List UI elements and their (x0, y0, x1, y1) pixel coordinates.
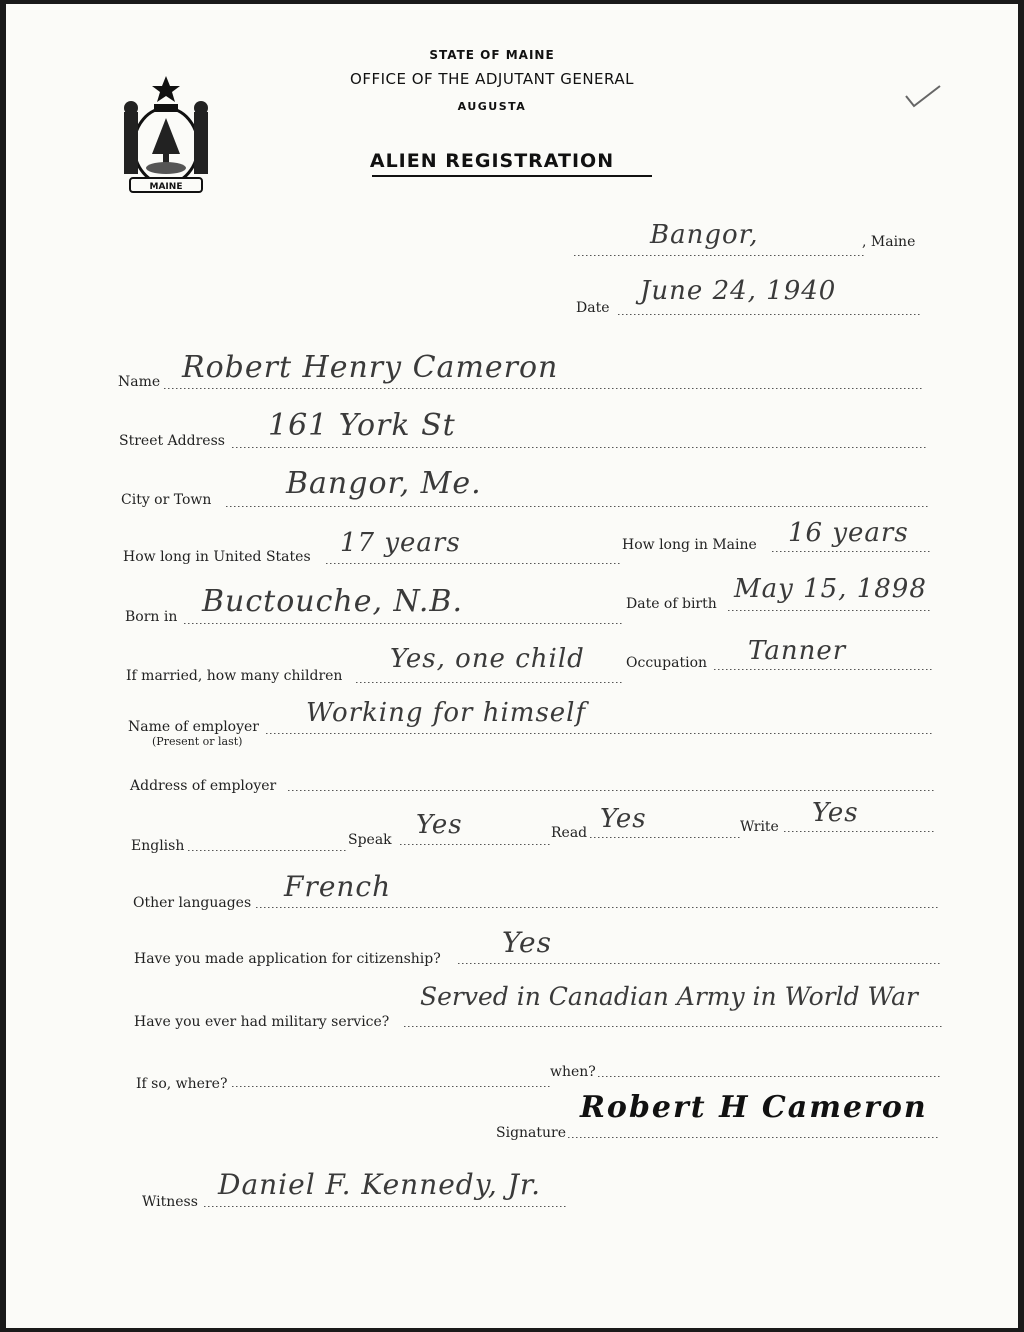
military-value[interactable]: Served in Canadian Army in World War (420, 982, 918, 1011)
english-label: English (131, 838, 185, 854)
maine-state-seal (110, 74, 222, 198)
married-line (356, 682, 624, 683)
city-label: City or Town (121, 492, 212, 508)
header-state: STATE OF MAINE (429, 48, 555, 62)
married-label: If married, how many children (126, 668, 343, 684)
city-line (226, 506, 928, 507)
how-long-us-value[interactable]: 17 years (340, 528, 461, 558)
when-label: when? (550, 1064, 596, 1080)
how-long-maine-value[interactable]: 16 years (788, 518, 909, 548)
employer-line (266, 733, 932, 734)
date-line (618, 314, 920, 315)
how-long-maine-label: How long in Maine (622, 537, 757, 553)
occupation-label: Occupation (626, 655, 708, 671)
occupation-value[interactable]: Tanner (748, 636, 847, 666)
how-long-us-label: How long in United States (123, 549, 311, 565)
write-line (784, 831, 936, 832)
employer-value[interactable]: Working for himself (306, 698, 587, 728)
born-in-value[interactable]: Buctouche, N.B. (202, 584, 464, 619)
speak-line (400, 844, 550, 845)
place-value[interactable]: Bangor, (650, 220, 759, 250)
citizenship-label: Have you made application for citizenship? (134, 951, 441, 967)
occupation-line (714, 669, 932, 670)
dob-value[interactable]: May 15, 1898 (734, 574, 927, 604)
read-line (590, 837, 740, 838)
born-in-label: Born in (125, 609, 178, 625)
military-label: Have you ever had military service? (134, 1014, 390, 1030)
witness-value[interactable]: Daniel F. Kennedy, Jr. (218, 1168, 542, 1201)
how-long-maine-line (772, 551, 930, 552)
name-line (164, 388, 924, 389)
married-value[interactable]: Yes, one child (390, 644, 585, 674)
street-label: Street Address (119, 433, 225, 449)
how-long-us-line (326, 563, 622, 564)
header-office: OFFICE OF THE ADJUTANT GENERAL (350, 70, 634, 88)
city-value[interactable]: Bangor, Me. (286, 466, 482, 501)
other-languages-line (256, 907, 938, 908)
write-value[interactable]: Yes (812, 798, 859, 828)
where-line (232, 1086, 550, 1087)
signature-line (568, 1137, 940, 1138)
street-value[interactable]: 161 York St (268, 408, 456, 443)
read-value[interactable]: Yes (600, 804, 647, 834)
employer-sublabel: (Present or last) (152, 735, 243, 748)
other-languages-label: Other languages (133, 895, 252, 911)
name-label: Name (118, 374, 161, 390)
when-line (598, 1076, 940, 1077)
title-underline (372, 175, 652, 177)
witness-line (204, 1206, 566, 1207)
header-city: AUGUSTA (457, 100, 527, 113)
form-title: ALIEN REGISTRATION (369, 150, 615, 172)
place-suffix: , Maine (862, 234, 916, 250)
registration-form (6, 4, 1018, 1328)
street-line (232, 447, 926, 448)
date-label: Date (576, 300, 610, 316)
employer-address-line (288, 790, 934, 791)
dob-line (728, 610, 932, 611)
speak-value[interactable]: Yes (416, 810, 463, 840)
witness-label: Witness (142, 1194, 198, 1210)
other-languages-value[interactable]: French (284, 870, 392, 903)
born-in-line (184, 623, 624, 624)
employer-label: Name of employer (128, 719, 259, 735)
employer-address-label: Address of employer (130, 778, 277, 794)
speak-label: Speak (348, 832, 392, 848)
name-value[interactable]: Robert Henry Cameron (182, 350, 559, 385)
read-label: Read (551, 825, 588, 841)
dob-label: Date of birth (626, 596, 717, 612)
svg-text:MAINE: MAINE (149, 182, 183, 192)
citizenship-value[interactable]: Yes (502, 926, 552, 959)
signature-value[interactable]: Robert H Cameron (580, 1090, 928, 1125)
citizenship-line (458, 963, 940, 964)
place-line (574, 255, 864, 256)
write-label: Write (740, 819, 779, 835)
date-value[interactable]: June 24, 1940 (640, 276, 837, 306)
english-line (188, 850, 346, 851)
military-line (404, 1026, 942, 1027)
where-label: If so, where? (136, 1076, 228, 1092)
signature-label: Signature (496, 1125, 567, 1141)
